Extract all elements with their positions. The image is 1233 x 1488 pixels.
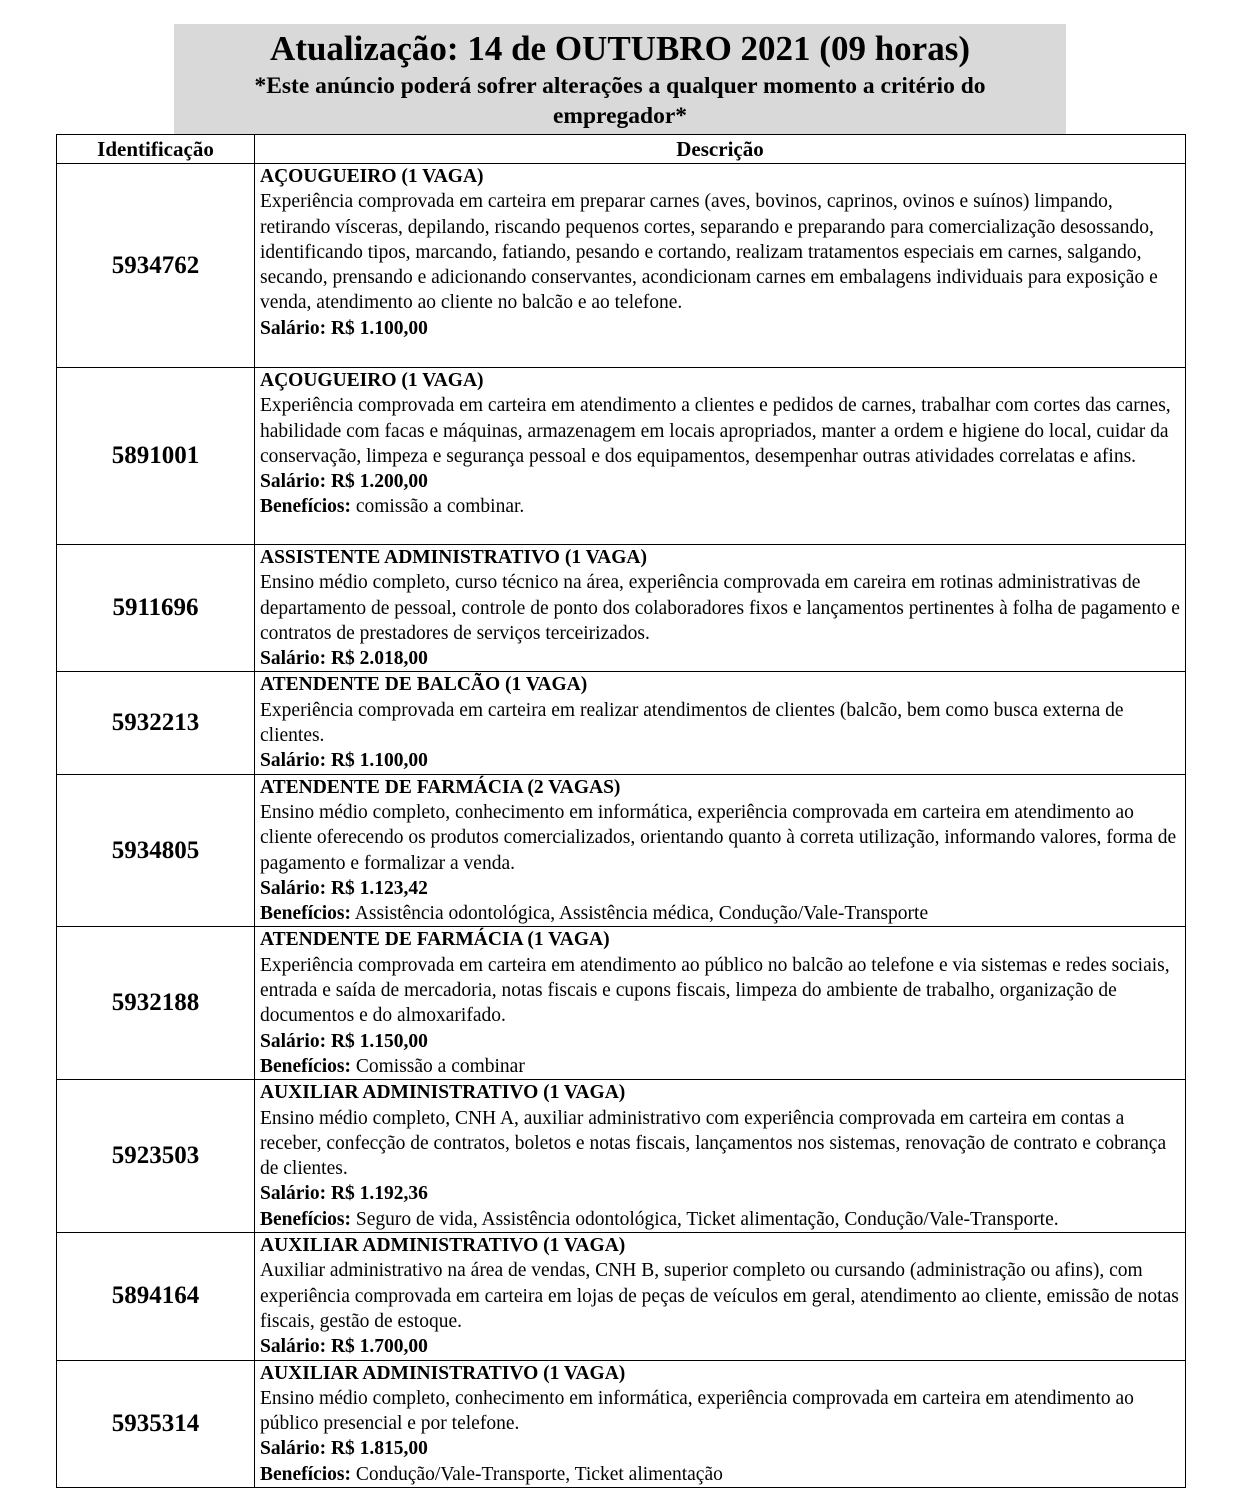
benefits-label: Benefícios: xyxy=(260,496,351,518)
job-description-cell xyxy=(255,672,1186,774)
salary-label: Salário: xyxy=(260,1438,327,1460)
table-row xyxy=(57,927,1186,1080)
table-row xyxy=(57,1360,1186,1487)
salary-line xyxy=(260,876,1181,901)
salary-line xyxy=(260,316,1181,341)
column-header-identificacao: Identificação xyxy=(57,135,255,164)
salary-label: Salário: xyxy=(260,750,327,772)
table-row xyxy=(57,545,1186,672)
benefits-line xyxy=(260,901,1181,926)
salary-line xyxy=(260,469,1181,494)
job-description: Ensino médio completo, conhecimento em informática, experiência comprovada em carteira em atendimento ao cliente oferecendo os produtos comercializados, orientando quanto à correta utilização, informando valores, forma de pagamento e formalizar a venda. xyxy=(260,801,1177,874)
salary-label: Salário: xyxy=(260,648,327,670)
benefits-line xyxy=(260,1054,1181,1079)
job-description-cell xyxy=(255,1360,1186,1487)
job-description-cell xyxy=(255,774,1186,927)
job-description: Experiência comprovada em carteira em realizar atendimentos de clientes (balcão, bem como busca externa de clientes. xyxy=(260,699,1124,747)
benefits-line xyxy=(260,494,1181,519)
job-title: ASSISTENTE ADMINISTRATIVO (1 VAGA) xyxy=(260,547,648,568)
benefits-line xyxy=(260,1462,1181,1487)
job-description-cell xyxy=(255,1233,1186,1360)
job-title: AUXILIAR ADMINISTRATIVO (1 VAGA) xyxy=(260,1235,626,1257)
job-title: ATENDENTE DE BALCÃO (1 VAGA) xyxy=(260,674,588,696)
job-description-cell xyxy=(255,164,1186,368)
job-title: AUXILIAR ADMINISTRATIVO (1 VAGA) xyxy=(260,1082,626,1104)
benefits-value: comissão a combinar. xyxy=(355,496,525,518)
salary-label: Salário: xyxy=(260,877,327,899)
job-description: Ensino médio completo, CNH A, auxiliar administrativo com experiência comprovada em carteira em contas a receber, confecção de contratos, boletos e notas fiscais, lançamentos nos sistemas, renovação de contrato e cobrança de clientes. xyxy=(260,1107,1167,1180)
job-title: ATENDENTE DE FARMÁCIA (1 VAGA) xyxy=(260,929,610,951)
jobs-table xyxy=(56,134,1186,1488)
job-description-cell xyxy=(255,1080,1186,1233)
salary-line xyxy=(260,646,1181,671)
salary-line xyxy=(260,1334,1181,1359)
salary-line xyxy=(260,1436,1181,1461)
job-title: ATENDENTE DE FARMÁCIA (2 VAGAS) xyxy=(260,776,621,798)
salary-value: R$ 1.100,00 xyxy=(330,317,428,339)
salary-value: R$ 2.018,00 xyxy=(330,648,428,670)
salary-label: Salário: xyxy=(260,1183,327,1205)
job-description-cell xyxy=(255,545,1186,672)
salary-label: Salário: xyxy=(260,317,327,339)
benefits-value: Assistência odontológica, Assistência médica, Condução/Vale-Transporte xyxy=(354,903,929,925)
salary-value: R$ 1.100,00 xyxy=(330,750,428,772)
benefits-value: Comissão a combinar xyxy=(355,1055,525,1077)
salary-value: R$ 1.150,00 xyxy=(330,1030,428,1052)
job-id: 5934762 xyxy=(57,164,255,368)
benefits-label: Benefícios: xyxy=(260,903,351,925)
benefits-label: Benefícios: xyxy=(260,1463,351,1485)
benefits-value: Condução/Vale-Transporte, Ticket alimentação xyxy=(355,1463,723,1485)
job-description: Experiência comprovada em carteira em atendimento a clientes e pedidos de carnes, trabalhar com cortes das carnes, habilidade com facas e máquinas, armazenagem em locais apropriados, manter a ordem e higiene do local, cuidar da conservação, limpeza e segurança pessoal e dos equipamentos, desempenhar outras atividades correlatas e afins. xyxy=(260,395,1171,467)
job-title: AÇOUGUEIRO (1 VAGA) xyxy=(260,370,484,391)
benefits-value: Seguro de vida, Assistência odontológica, Ticket alimentação, Condução/Vale-Transporte. xyxy=(355,1208,1059,1230)
salary-value: R$ 1.192,36 xyxy=(330,1183,428,1205)
salary-line xyxy=(260,1029,1181,1054)
job-description: Experiência comprovada em carteira em atendimento ao público no balcão ao telefone e via sistemas e redes sociais, entrada e saída de mercadoria, notas fiscais e cupons fiscais, limpeza do ambiente de trabalho, organização de documentos e do almoxarifado. xyxy=(260,954,1170,1027)
job-id: 5935314 xyxy=(57,1360,255,1487)
job-id: 5894164 xyxy=(57,1233,255,1360)
salary-label: Salário: xyxy=(260,471,327,493)
table-row xyxy=(57,672,1186,774)
table-row xyxy=(57,1080,1186,1233)
salary-value: R$ 1.815,00 xyxy=(330,1438,428,1460)
salary-label: Salário: xyxy=(260,1336,327,1358)
job-id: 5932213 xyxy=(57,672,255,774)
salary-line xyxy=(260,748,1181,773)
salary-value: R$ 1.123,42 xyxy=(330,877,428,899)
salary-line xyxy=(260,1181,1181,1206)
page-subtitle: *Este anúncio poderá sofrer alterações a qualquer momento a critério do empregador* xyxy=(254,73,986,129)
job-id: 5923503 xyxy=(57,1080,255,1233)
job-title: AÇOUGUEIRO (1 VAGA) xyxy=(260,166,484,187)
table-row xyxy=(57,368,1186,545)
job-description: Ensino médio completo, curso técnico na área, experiência comprovada em careira em rotinas administrativas de departamento de pessoal, controle de ponto dos colaboradores fixos e lançamentos pertinentes à folha de pagamento e contratos de prestadores de serviços terceirizados. xyxy=(260,572,1180,644)
salary-label: Salário: xyxy=(260,1030,327,1052)
table-header-row xyxy=(57,135,1186,164)
page-title: Atualização: 14 de OUTUBRO 2021 (09 horas) xyxy=(270,29,970,68)
job-id: 5934805 xyxy=(57,774,255,927)
column-header-descricao: Descrição xyxy=(255,135,1186,164)
benefits-line xyxy=(260,1207,1181,1232)
job-id: 5911696 xyxy=(57,545,255,672)
benefits-label: Benefícios: xyxy=(260,1055,351,1077)
salary-value: R$ 1.200,00 xyxy=(330,471,428,493)
page-header xyxy=(174,24,1066,134)
job-title: AUXILIAR ADMINISTRATIVO (1 VAGA) xyxy=(260,1362,626,1384)
table-row xyxy=(57,774,1186,927)
job-id: 5932188 xyxy=(57,927,255,1080)
job-description-cell xyxy=(255,368,1186,545)
table-row xyxy=(57,164,1186,368)
job-description: Experiência comprovada em carteira em preparar carnes (aves, bovinos, caprinos, ovinos e suínos) limpando, retirando vísceras, depilando, riscando pequenos cortes, separando e preparando para comercialização desossando, identificando tipos, marcando, fatiando, pesando e cortando, realizam tratamentos especiais em carnes, salgando, secando, prensando e adicionando conservantes, acondicionam carnes em embalagens individuais para exposição e venda, atendimento ao cliente no balcão e ao telefone. xyxy=(260,191,1158,314)
job-description-cell xyxy=(255,927,1186,1080)
job-description: Ensino médio completo, conhecimento em informática, experiência comprovada em carteira em atendimento ao público presencial e por telefone. xyxy=(260,1387,1134,1435)
job-description: Auxiliar administrativo na área de vendas, CNH B, superior completo ou cursando (administração ou afins), com experiência comprovada em carteira em lojas de peças de veículos em geral, atendimento ao cliente, emissão de notas fiscais, gestão de estoque. xyxy=(260,1260,1179,1332)
table-row xyxy=(57,1233,1186,1360)
benefits-label: Benefícios: xyxy=(260,1208,351,1230)
salary-value: R$ 1.700,00 xyxy=(330,1336,428,1358)
job-id: 5891001 xyxy=(57,368,255,545)
